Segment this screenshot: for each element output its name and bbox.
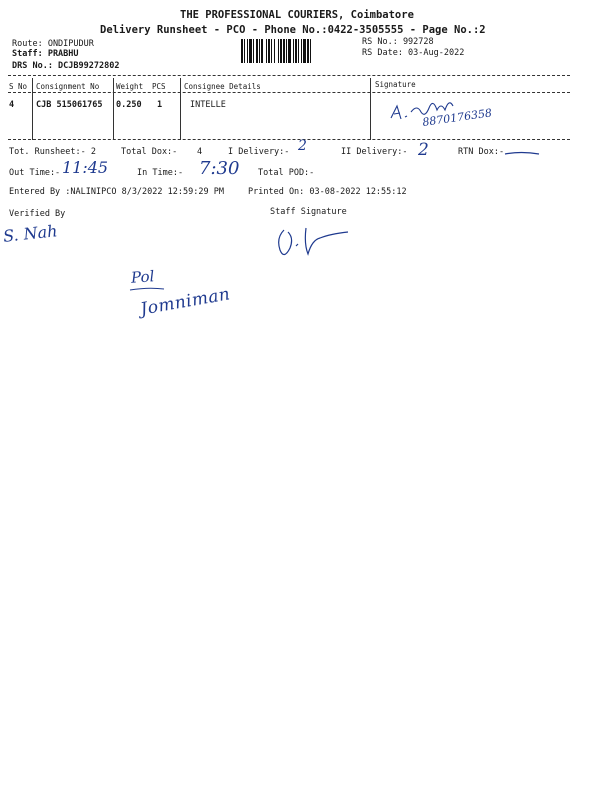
i-delivery-label: I Delivery:-: [228, 147, 290, 157]
barcode: [241, 39, 354, 63]
column-divider: [113, 78, 114, 140]
row-sno: 4: [9, 100, 15, 110]
staff-label: Staff: PRABHU: [12, 49, 79, 59]
header-weight: Weight: [116, 82, 144, 91]
stamp-underline: [128, 285, 168, 293]
staff-signature: [270, 220, 360, 265]
tot-runsheet: Tot. Runsheet:- 2: [9, 147, 96, 157]
stamp-line-1: Pol: [130, 267, 155, 287]
total-dox-value: 4: [197, 147, 203, 157]
entered-by: Entered By :NALINIPCO 8/3/2022 12:59:29 PM: [9, 187, 224, 197]
drs-number: DRS No.: DCJB99272802: [12, 61, 120, 71]
total-dox-label: Total Dox:-: [121, 147, 178, 157]
column-divider: [180, 78, 181, 140]
in-time-label: In Time:-: [137, 168, 184, 178]
in-time-hand: 7:30: [199, 158, 240, 179]
row-pcs: 1: [157, 100, 163, 110]
out-time-label: Out Time:-: [9, 168, 61, 178]
row-consignment: CJB 515061765: [36, 100, 103, 110]
rs-date: RS Date: 03-Aug-2022: [362, 48, 465, 58]
header-consignee: Consignee Details: [184, 82, 261, 91]
column-divider: [32, 78, 33, 140]
staff-signature-label: Staff Signature: [270, 207, 347, 217]
ii-delivery-hand: 2: [418, 140, 429, 160]
i-delivery-hand: 2: [298, 138, 307, 154]
ii-delivery-label: II Delivery:-: [341, 147, 408, 157]
route-label: Route: ONDIPUDUR: [12, 39, 94, 49]
header-signature: Signature: [375, 80, 416, 89]
verifier-signature: S. Nah: [2, 221, 59, 246]
barcode-bar: [311, 39, 313, 63]
table-bottom-rule: [8, 139, 570, 140]
header-sno: S No: [9, 82, 28, 91]
row-weight: 0.250: [116, 100, 142, 110]
runsheet-title: Delivery Runsheet - PCO - Phone No.:0422-3505555 - Page No.:2: [100, 24, 486, 36]
header-consignment: Consignment No: [36, 82, 100, 91]
consignee-signature: [385, 84, 525, 134]
rtn-dox-label: RTN Dox:-: [458, 147, 505, 157]
signature-phone: 8870176358: [421, 106, 493, 129]
printed-on: Printed On: 03-08-2022 12:55:12: [248, 187, 407, 197]
table-top-rule: [8, 75, 570, 76]
row-consignee: INTELLE: [190, 100, 226, 110]
rs-number: RS No.: 992728: [362, 37, 434, 47]
stamp-line-2: Jomniman: [138, 284, 232, 320]
out-time-hand: 11:45: [62, 158, 109, 177]
header-pcs: PCS: [152, 82, 166, 91]
rtn-dox-dash: [503, 148, 543, 158]
company-title: THE PROFESSIONAL COURIERS, Coimbatore: [180, 9, 414, 21]
column-divider: [370, 78, 371, 140]
verified-by-label: Verified By: [9, 209, 66, 219]
total-pod-label: Total POD:-: [258, 168, 315, 178]
